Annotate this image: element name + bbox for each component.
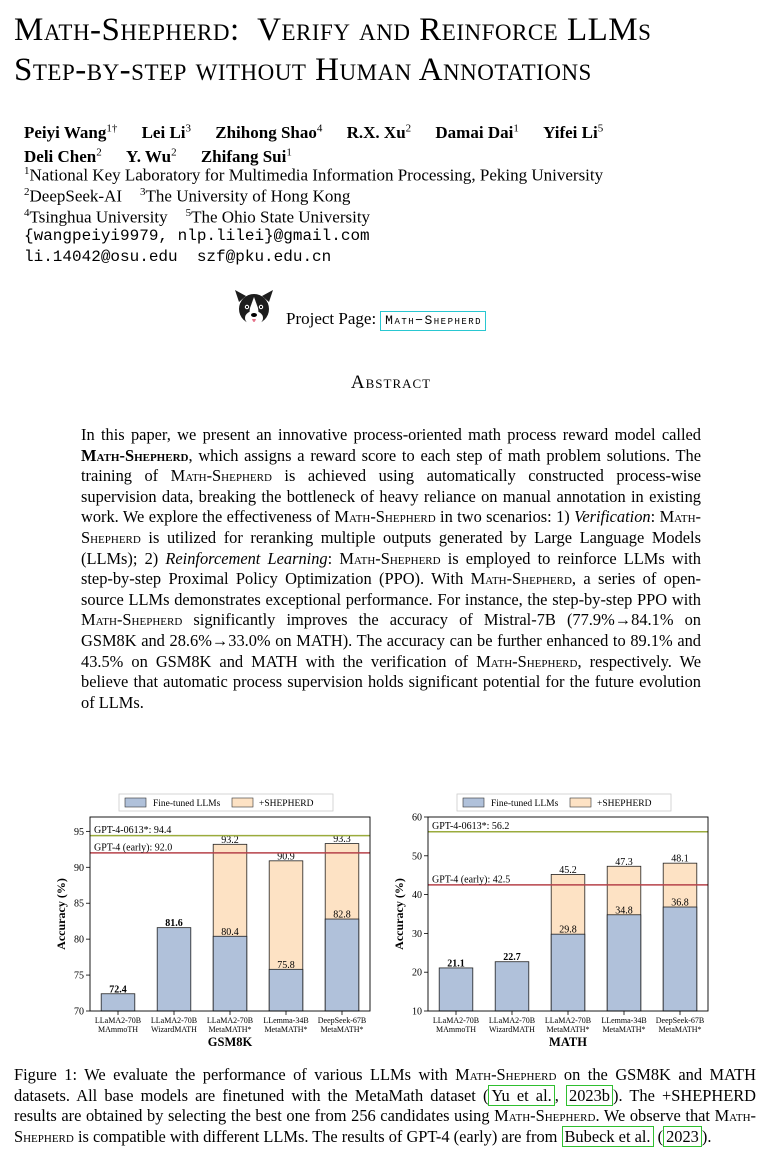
x-tick-label: LLemma-34B (263, 1016, 309, 1025)
bar-value-label: 22.7 (503, 952, 521, 964)
x-tick-label: MetaMATH* (264, 1025, 308, 1034)
x-tick-label: MetaMATH* (546, 1025, 590, 1034)
x-tick-label: MetaMATH* (658, 1025, 702, 1034)
x-tick-label: MetaMATH* (602, 1025, 646, 1034)
title-part: Math-Shepherd: (14, 12, 240, 48)
base-bar (325, 919, 359, 1011)
y-tick-label: 90 (74, 862, 84, 874)
x-tick-label: MetaMATH* (320, 1025, 364, 1034)
y-axis-label: Accuracy (%) (54, 878, 68, 950)
base-bar (551, 934, 585, 1011)
project-page (286, 309, 486, 331)
x-tick-label: LLemma-34B (601, 1016, 647, 1025)
paper-title (14, 10, 774, 90)
base-bar (101, 994, 135, 1011)
reference-line-label: GPT-4-0613*: 56.2 (432, 821, 510, 833)
author-list (24, 118, 764, 167)
affiliation: $^1$National Key Laboratory for Multimedia Information Processing, Peking University (24, 165, 604, 185)
base-bar (495, 962, 529, 1011)
email-line: li.14042@osu.edu szf@pku.edu.cn (24, 248, 332, 266)
y-tick-label: 50 (412, 851, 422, 863)
dog-logo-icon (232, 288, 276, 330)
bar-value-label: 48.1 (671, 853, 689, 865)
x-tick-label: LLaMA2-70B (150, 1016, 198, 1025)
y-tick-label: 40 (412, 890, 422, 902)
chart-legend (119, 794, 333, 811)
x-tick-label: LLaMA2-70B (206, 1016, 254, 1025)
citation-link[interactable]: 2023b (566, 1085, 613, 1106)
x-tick-label: MAmmoTH (98, 1025, 138, 1034)
citation-link[interactable]: 2023 (663, 1126, 702, 1147)
legend-swatch (570, 798, 591, 807)
chart-svg (48, 790, 378, 1052)
reference-line-label: GPT-4 (early): 92.0 (94, 842, 173, 854)
base-bar (157, 928, 191, 1011)
bar-value-label: 80.4 (221, 926, 239, 938)
legend-label: +SHEPHERD (259, 799, 314, 809)
legend-swatch (232, 798, 253, 807)
base-bar (663, 907, 697, 1011)
x-tick-label: DeepSeek-67B (317, 1016, 367, 1025)
x-axis-label: MATH (549, 1035, 587, 1049)
y-tick-label: 85 (74, 898, 84, 910)
x-tick-label: LLaMA2-70B (544, 1016, 592, 1025)
author: Zhifang Sui$^1$ (200, 146, 292, 167)
legend-swatch (463, 798, 484, 807)
reference-line-label: GPT-4 (early): 42.5 (432, 874, 511, 886)
x-tick-label: DeepSeek-67B (655, 1016, 705, 1025)
chart-svg (386, 790, 716, 1052)
x-tick-label: WizardMATH (151, 1025, 197, 1034)
x-tick-label: MetaMATH* (208, 1025, 252, 1034)
base-bar (607, 915, 641, 1011)
y-tick-label: 70 (74, 1006, 84, 1018)
base-bar (439, 968, 473, 1011)
bar-value-label: 45.2 (559, 864, 577, 876)
y-tick-label: 95 (74, 826, 84, 838)
bar-value-label: 90.9 (277, 851, 295, 863)
bar-value-label: 47.3 (615, 856, 633, 868)
project-page-link[interactable]: Math−Shepherd (380, 311, 486, 331)
author: R.X. Xu$^2$ (346, 122, 412, 142)
legend-label: Fine-tuned LLMs (153, 799, 221, 809)
author: Yifei Li$^5$ (543, 122, 604, 142)
author: Y. Wu$^2$ (126, 146, 177, 167)
y-tick-label: 80 (74, 934, 84, 946)
legend-label: Fine-tuned LLMs (491, 799, 559, 809)
author: Deli Chen$^2$ (24, 146, 102, 167)
base-bar (269, 969, 303, 1011)
abstract-heading: Abstract (350, 372, 432, 393)
title-part: Step-by-step without Human Annotations (14, 52, 592, 88)
abstract-text: In this paper, we present an innovative process-oriented math process reward model called Math-Shepherd, which assigns a reward score to each step of math problem solutions. The training of Math-Shepherd is achieved using automatically constructed process-wise supervision data, breaking the bottleneck of heavy reliance on manual annotation in existing work. We explore the effectiveness of Math-Shepherd in two scenarios: 1) Verification: Math-Shepherd is utilized for reranking multiple outputs generated by Large Language Models (LLMs); 2) Reinforcement Learning: Math-Shepherd is employed to reinforce LLMs with step-by-step Proximal Policy Optimization (PPO). With Math-Shepherd, a series of open-source LLMs demonstrates exceptional performance. For instance, the step-by-step PPO with Math-Shepherd significantly improves the accuracy of Mistral-7B (77.9%→84.1% on GSM8K and 28.6%→33.0% on MATH). The accuracy can be further enhanced to 89.1% and 43.5% on GSM8K and MATH with the verification of Math-Shepherd, respectively. We believe that automatic process supervision holds significant potential for the future evolution of LLMs. (81, 425, 702, 712)
math-chart (386, 790, 716, 1052)
figure-caption: Figure 1: We evaluate the performance of various LLMs with Math-Shepherd on the GSM8K and MATH datasets. All base models are finetuned with the MetaMath dataset ( Yu et al. , 2023b ). The +SHEPHERD results are obtained by selecting the best one from 256 candidates using Math-Shepherd. We observe that Math-Shepherd is compatible with different LLMs. The results of GPT-4 (early) are from Bubeck et al. ( 2023 ). (14, 1065, 756, 1146)
bar-value-label: 72.4 (109, 984, 127, 996)
x-tick-label: MAmmoTH (436, 1025, 476, 1034)
gsm8k-chart (48, 790, 378, 1052)
x-tick-label: WizardMATH (489, 1025, 535, 1034)
y-tick-label: 30 (412, 928, 422, 940)
bar-value-label: 82.8 (333, 909, 351, 921)
affiliation: $^4$Tsinghua University $^5$The Ohio State University (24, 207, 371, 227)
y-tick-label: 10 (412, 1006, 422, 1018)
citation-link[interactable]: Bubeck et al. (562, 1126, 654, 1147)
bar-value-label: 93.2 (221, 834, 239, 846)
chart-legend (457, 794, 671, 811)
title-part: Verify and Reinforce LLMs (257, 12, 652, 48)
author: Peiyi Wang$^{1\dagger}$ (24, 122, 118, 142)
author: Lei Li$^3$ (141, 122, 192, 142)
y-tick-label: 20 (412, 967, 422, 979)
legend-swatch (125, 798, 146, 807)
citation-link[interactable]: Yu et al. (488, 1085, 554, 1106)
bar-value-label: 75.8 (277, 959, 295, 971)
y-tick-label: 60 (412, 812, 422, 824)
y-axis-label: Accuracy (%) (392, 878, 406, 950)
author: Zhihong Shao$^4$ (215, 122, 323, 142)
email-line: {wangpeiyi9979, nlp.lilei}@gmail.com (24, 227, 370, 245)
legend-label: +SHEPHERD (597, 799, 652, 809)
y-tick-label: 75 (74, 970, 84, 982)
x-tick-label: LLaMA2-70B (94, 1016, 142, 1025)
x-tick-label: LLaMA2-70B (432, 1016, 480, 1025)
affiliation: $^2$DeepSeek-AI $^3$The University of Hong Kong (24, 186, 351, 206)
bar-value-label: 21.1 (447, 958, 465, 970)
bar-value-label: 81.6 (165, 918, 183, 930)
x-tick-label: LLaMA2-70B (488, 1016, 536, 1025)
bar-value-label: 36.8 (671, 897, 689, 909)
x-axis-label: GSM8K (207, 1035, 253, 1049)
reference-line-label: GPT-4-0613*: 94.4 (94, 825, 172, 837)
project-page-label: Project Page: (286, 309, 377, 328)
base-bar (213, 936, 247, 1011)
bar-value-label: 93.3 (333, 834, 351, 846)
author: Damai Dai$^1$ (435, 122, 519, 142)
bar-value-label: 29.8 (559, 924, 577, 936)
bar-value-label: 34.8 (615, 905, 633, 917)
